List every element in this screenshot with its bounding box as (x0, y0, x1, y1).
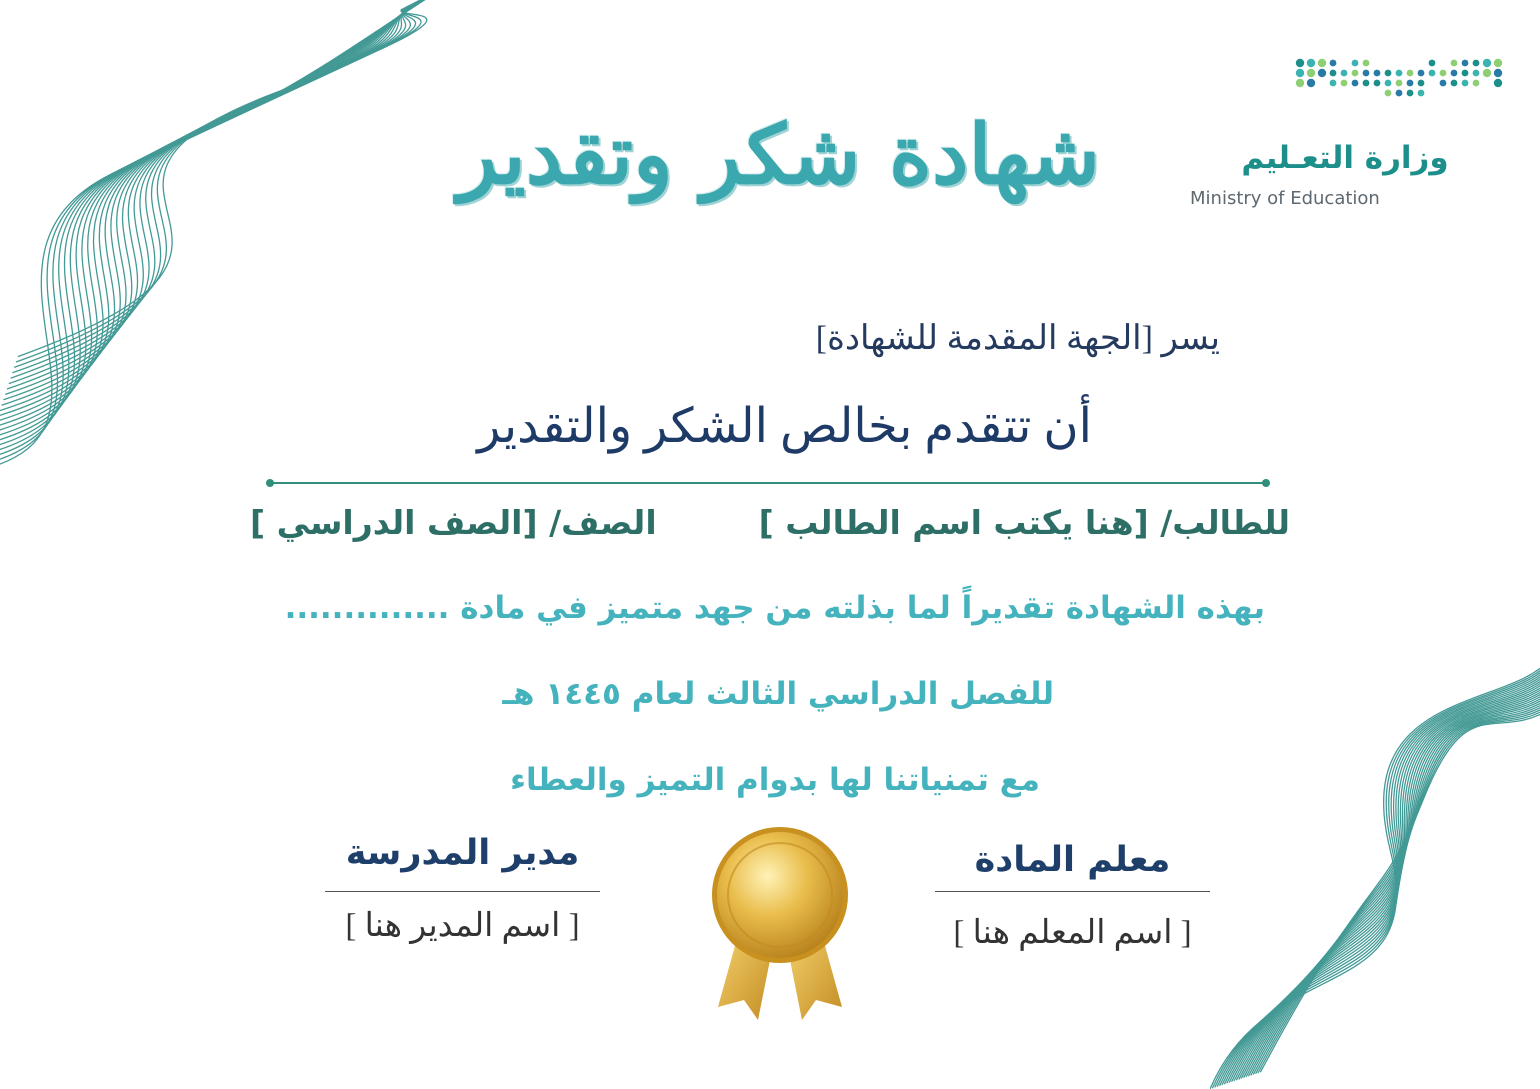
logo-dot (1462, 80, 1469, 87)
wave-line (1236, 685, 1540, 1080)
grade-line: الصف/ [الصف الدراسي ] (250, 503, 657, 542)
wave-decoration-bottom-right (1210, 649, 1540, 1089)
logo-dot (1429, 60, 1436, 67)
logo-dot (1385, 70, 1392, 77)
logo-dot (1296, 59, 1304, 67)
ministry-name-arabic: وزارة التعـليم (1241, 140, 1449, 176)
logo-dot (1296, 69, 1304, 77)
effort-line: بهذه الشهادة تقديراً لما بذلته من جهد متميز في مادة .............. (284, 590, 1265, 626)
logo-dot (1462, 70, 1469, 77)
logo-dot (1418, 80, 1425, 87)
logo-dot (1385, 90, 1392, 97)
wave-line (1244, 693, 1540, 1078)
ministry-logo (1180, 50, 1510, 220)
logo-dot (1494, 79, 1502, 87)
logo-dot (1352, 60, 1359, 67)
logo-dot (1473, 80, 1480, 87)
logo-dot (1341, 70, 1348, 77)
logo-dot (1494, 59, 1502, 67)
logo-dot (1396, 70, 1403, 77)
wishes-line: مع تمنياتنا لها بدوام التميز والعطاء (510, 762, 1040, 798)
wave-line (18, 9, 427, 357)
logo-dot (1396, 80, 1403, 87)
logo-dot (1307, 69, 1315, 77)
ministry-name-english: Ministry of Education (1190, 188, 1380, 209)
principal-signature-line (325, 891, 600, 892)
wave-line (0, 0, 426, 427)
wave-line (0, 0, 429, 438)
term-line: للفصل الدراسي الثالث لعام ١٤٤٥ هـ (502, 676, 1054, 712)
logo-dot (1451, 70, 1458, 77)
wave-line (0, 0, 422, 416)
logo-dot (1483, 59, 1491, 67)
logo-dot (1451, 80, 1458, 87)
logo-dot (1440, 80, 1447, 87)
principal-title: مدير المدرسة (345, 833, 580, 873)
teacher-title: معلم المادة (974, 840, 1171, 880)
logo-dot (1407, 90, 1414, 97)
logo-dot (1341, 80, 1348, 87)
logo-dot (1374, 80, 1381, 87)
logo-dot (1418, 90, 1425, 97)
logo-dot (1330, 70, 1337, 77)
logo-dot (1330, 80, 1337, 87)
logo-dot (1440, 70, 1447, 77)
logo-dot (1363, 70, 1370, 77)
logo-dot (1396, 90, 1403, 97)
logo-dot (1352, 80, 1359, 87)
logo-dot (1462, 60, 1469, 67)
logo-dot (1429, 70, 1436, 77)
logo-dot (1318, 59, 1326, 67)
logo-dot (1418, 70, 1425, 77)
divider-dot-left (266, 479, 274, 487)
logo-dot (1330, 60, 1337, 67)
wave-line (16, 8, 421, 362)
logo-dot (1307, 79, 1315, 87)
divider-dot-right (1262, 479, 1270, 487)
student-name-line: للطالب/ [هنا يكتب اسم الطالب ] (758, 503, 1290, 542)
principal-name: [ اسم المدير هنا ] (345, 908, 580, 944)
logo-dot (1307, 59, 1315, 67)
logo-dot (1407, 80, 1414, 87)
wave-line (0, 0, 433, 448)
logo-dot (1296, 79, 1304, 87)
presenter-line: يسر [الجهة المقدمة للشهادة] (815, 320, 1220, 357)
logo-dot (1363, 80, 1370, 87)
teacher-name: [ اسم المعلم هنا ] (953, 915, 1192, 951)
student-row (250, 503, 1290, 553)
wave-line (0, 0, 435, 454)
logo-dot (1483, 69, 1491, 77)
thanks-heading: أن تتقدم بخالص الشكر والتقدير (477, 400, 1092, 453)
teacher-signature-line (935, 891, 1210, 892)
logo-dot (1494, 69, 1502, 77)
logo-dot (1473, 70, 1480, 77)
ministry-logo-dots-icon (1295, 55, 1505, 115)
logo-dot (1374, 70, 1381, 77)
medal-icon (700, 825, 860, 1025)
logo-dot (1318, 69, 1326, 77)
logo-dot (1473, 60, 1480, 67)
certificate-title: شهادة شكر وتقدير (457, 107, 1100, 203)
logo-dot (1451, 60, 1458, 67)
wave-line (2, 1, 419, 405)
wave-decoration-top-left (0, 0, 470, 520)
divider (270, 482, 1265, 484)
logo-dot (1352, 70, 1359, 77)
logo-dot (1363, 60, 1370, 67)
wave-line (0, 0, 438, 465)
logo-dot (1407, 70, 1414, 77)
logo-dot (1385, 80, 1392, 87)
